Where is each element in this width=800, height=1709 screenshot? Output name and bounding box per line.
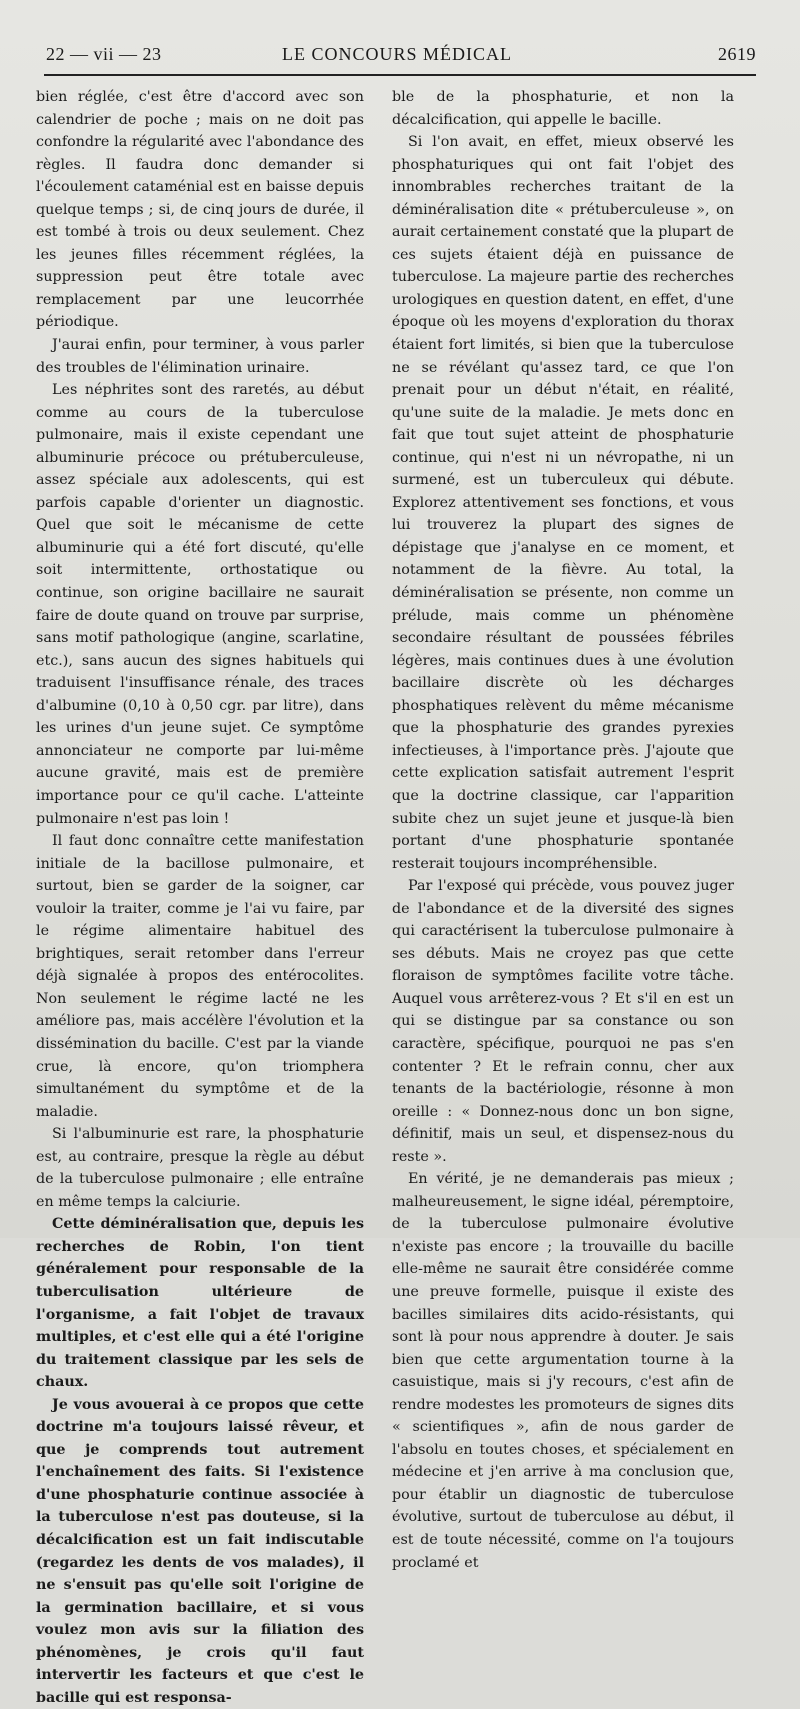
page-number: 2619 bbox=[718, 44, 756, 64]
paragraph: bien réglée, c'est être d'accord avec son calendrier de poche ; mais on ne doit pas confondre la régularité avec l'abondance des règles. Il faudra donc demander si l'écoulement cataménial est en baisse depuis quelque temps ; si, de cinq jours de durée, il est tombé à trois ou deux seulement. Chez les jeunes filles récemment réglées, la suppression peut être totale avec remplacement par une leucorrhée périodique. bbox=[36, 89, 364, 331]
paragraph: En vérité, je ne demanderais pas mieux ; malheureusement, le signe idéal, péremptoire, de la tuberculose pulmonaire évolutive n'existe pas encore ; la trouvaille du bacille elle-même ne saurait être considérée comme une preuve formelle, puisque il existe des bacilles similaires dits acido-résistants, qui sont là pour nous apprendre à douter. Je sais bien que cette argumentation tourne à la casuistique, mais si j'y recours, c'est afin de rendre modestes les promoteurs de signes dits « scientifiques », afin de nous garder de l'absolu en toutes choses, et spécialement en médecine et j'en arrive à ma conclusion que, pour établir un diagnostic de tuberculose évolutive, surtout de tuberculose au début, il est de toute nécessité, comme on l'a toujours proclamé et bbox=[392, 1171, 734, 1571]
paragraph: Cette déminéralisation que, depuis les recherches de Robin, l'on tient généralement pour responsable de la tuberculisation ultérieure de l'organisme, a fait l'objet de travaux multiples, et c'est elle qui a été l'origine du traitement classique par les sels de chaux. bbox=[36, 1216, 364, 1391]
paragraph: Par l'exposé qui précède, vous pouvez juger de l'abondance et de la diversité des signes qui caractérisent la tuberculose pulmonaire à ses débuts. Mais ne croyez pas que cette floraison de symptômes facilite votre tâche. Auquel vous arrêterez-vous ? Et s'il en est un qui se distingue par sa constance ou son caractère, spécifique, pourquoi ne pas s'en contenter ? Et le refrain connu, cher aux tenants de la bactériologie, résonne à mon oreille : « Donnez-nous donc un bon signe, définitif, mais un seul, et dispensez-nous du reste ». bbox=[392, 878, 734, 1165]
issue-date: 22 — vii — 23 bbox=[46, 44, 162, 64]
right-column bbox=[392, 86, 734, 1574]
paragraph: Si l'albuminurie est rare, la phosphaturie est, au contraire, presque la règle au début de la tuberculose pulmonaire ; elle entraîne en même temps la calciurie. bbox=[36, 1126, 364, 1210]
running-header bbox=[38, 44, 756, 72]
paragraph: ble de la phosphaturie, et non la décalcification, qui appelle le bacille. bbox=[392, 89, 734, 128]
paragraph: J'aurai enfin, pour terminer, à vous parler des troubles de l'élimination urinaire. bbox=[36, 337, 364, 376]
left-column bbox=[36, 86, 364, 1709]
header-rule bbox=[44, 74, 756, 76]
paragraph: Si l'on avait, en effet, mieux observé les phosphaturiques qui ont fait l'objet des innombrables recherches traitant de la déminéralisation dite « prétuberculeuse », on aurait certainement constaté que la plupart de ces sujets étaient déjà en puissance de tuberculose. La majeure partie des recherches urologiques en question datent, en effet, d'une époque où les moyens d'exploration du thorax étaient fort limités, si bien que la tuberculose ne se révélant qu'assez tard, ce que l'on prenait pour un début n'était, en réalité, qu'une suite de la maladie. Je mets donc en fait que tout sujet atteint de phosphaturie continue, qui n'est ni un névropathe, ni un surmené, est un tuberculeux qui débute. Explorez attentivement ses fonctions, et vous lui trouverez la plupart des signes de dépistage que j'analyse en ce moment, et notamment de la fièvre. Au total, la déminéralisation se présente, non comme un prélude, mais comme un phénomène secondaire résultant de poussées fébriles légères, mais continues dues à une évolution bacillaire discrète où les décharges phosphatiques relèvent du même mécanisme que la phosphaturie des grandes pyrexies infectieuses, à l'importance près. J'ajoute que cette explication satisfait autrement l'esprit que la doctrine classique, car l'apparition subite chez un sujet jeune et jusque-là bien portant d'une phosphaturie spontanée resterait toujours incompréhensible. bbox=[392, 134, 734, 872]
paragraph: Je vous avouerai à ce propos que cette doctrine m'a toujours laissé rêveur, et que je comprends tout autrement l'enchaînement des faits. Si l'existence d'une phosphaturie continue associée à la tuberculose n'est pas douteuse, si la décalcification est un fait indiscutable (regardez les dents de vos malades), il ne s'ensuit pas qu'elle soit l'origine de la germination bacillaire, et si vous voulez mon avis sur la filiation des phénomènes, je crois qu'il faut intervertir les facteurs et que c'est le bacille qui est responsa- bbox=[36, 1396, 364, 1706]
paragraph: Les néphrites sont des raretés, au début comme au cours de la tuberculose pulmonaire, mais il existe cependant une albuminurie précoce ou prétuberculeuse, assez spéciale aux adolescents, qui est parfois capable d'orienter un diagnostic. Quel que soit le mécanisme de cette albuminurie qui a été fort discuté, qu'elle soit intermittente, orthostatique ou continue, son origine bacillaire ne saurait faire de doute quand on trouve par surprise, sans motif pathologique (angine, scarlatine, etc.), sans aucun des signes habituels qui traduisent l'insuffisance rénale, des traces d'albumine (0,10 à 0,50 cgr. par litre), dans les urines d'un jeune sujet. Ce symptôme annonciateur ne comporte par lui-même aucune gravité, mais est de première importance pour ce qu'il cache. L'atteinte pulmonaire n'est pas loin ! bbox=[36, 382, 364, 827]
journal-title: LE CONCOURS MÉDICAL bbox=[281, 44, 512, 64]
paragraph: Il faut donc connaître cette manifestation initiale de la bacillose pulmonaire, et surtout, bien se garder de la soigner, car vouloir la traiter, comme je l'ai vu faire, par le régime alimentaire habituel des brightiques, serait retomber dans l'erreur déjà signalée à propos des entérocolites. Non seulement le régime lacté ne les améliore pas, mais accélère l'évolution et la dissémination du bacille. C'est par la viande crue, là encore, qu'on triomphera simultanément du symptôme et de la maladie. bbox=[36, 833, 364, 1120]
